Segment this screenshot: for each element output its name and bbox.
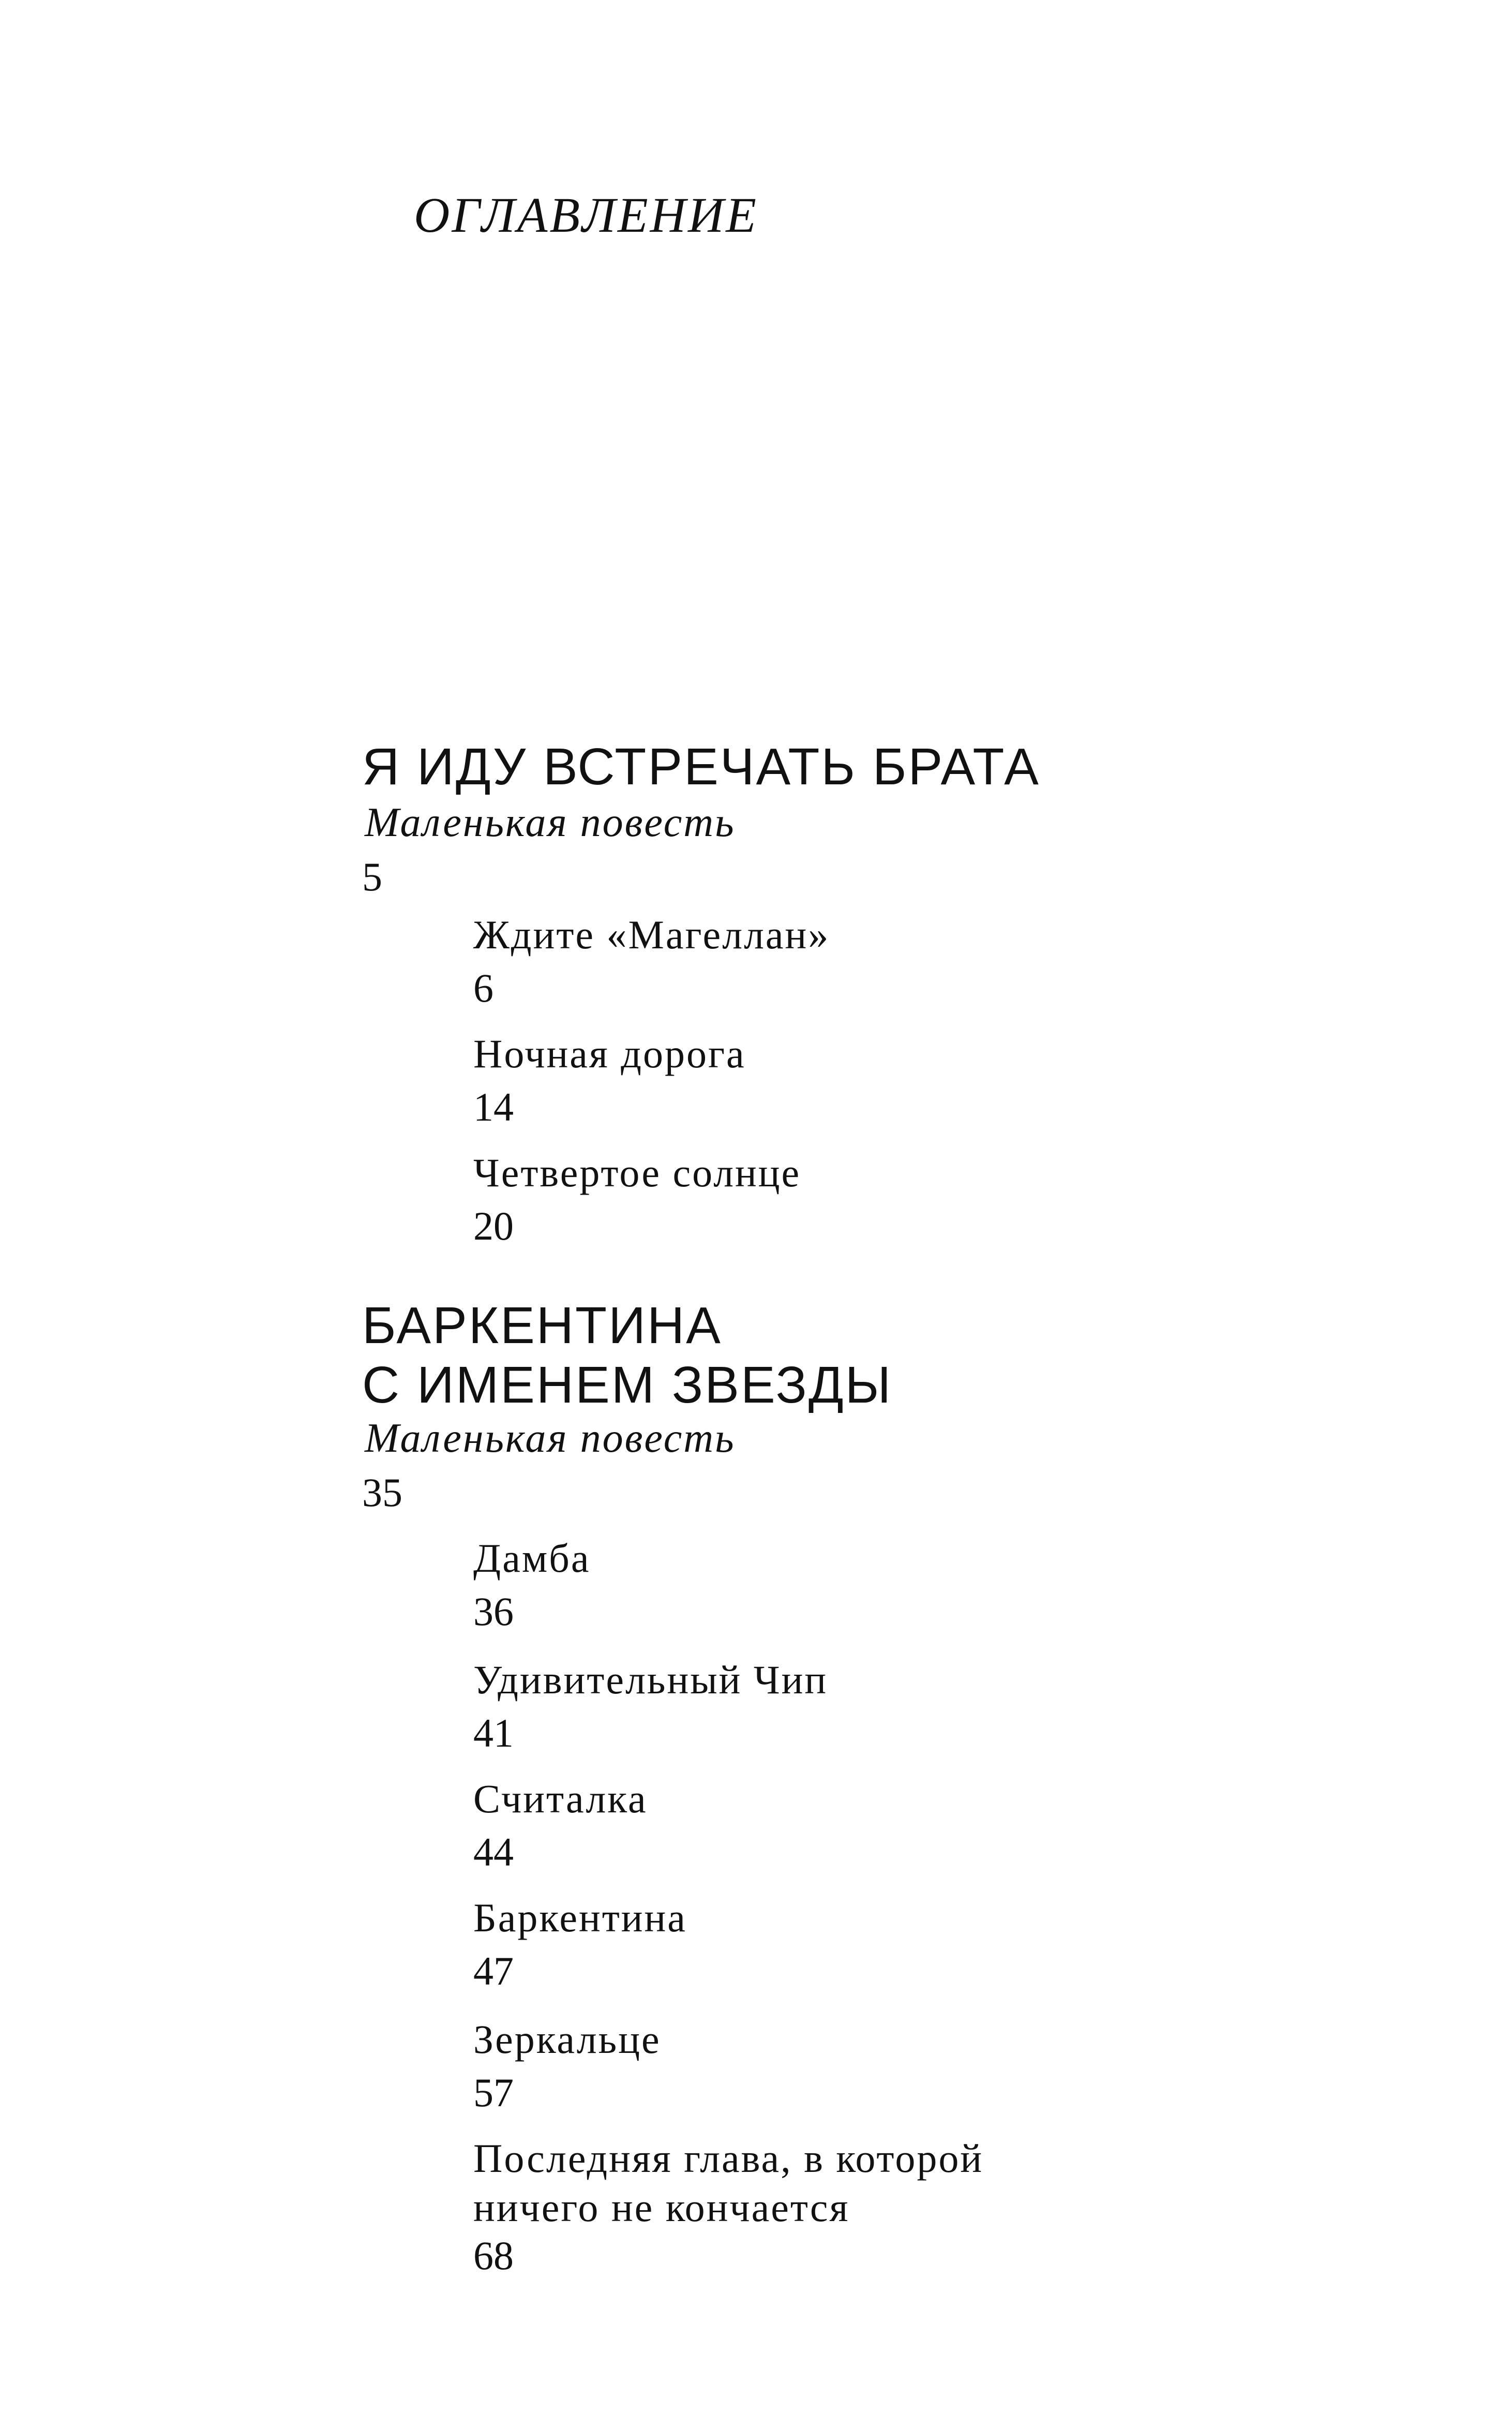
chapter-title[interactable]: Четвертое солнце [473, 1150, 801, 1195]
chapter-title-line-2[interactable]: ничего не кончается [473, 2185, 850, 2230]
part-title[interactable]: БАРКЕНТИНА [362, 1297, 722, 1354]
chapter-page-number: 36 [473, 1589, 514, 1634]
page-title: ОГЛАВЛЕНИЕ [414, 187, 758, 243]
chapter-title[interactable]: Удивительный Чип [473, 1657, 828, 1702]
part-subtitle: Маленькая повесть [365, 800, 736, 845]
chapter-page-number: 20 [473, 1203, 514, 1248]
part-subtitle: Маленькая повесть [365, 1416, 736, 1461]
chapter-page-number: 44 [473, 1829, 514, 1874]
chapter-title[interactable]: Зеркальце [473, 2017, 661, 2062]
chapter-title[interactable]: Дамба [473, 1536, 591, 1581]
chapter-page-number: 6 [473, 965, 493, 1010]
chapter-page-number: 47 [473, 1948, 514, 1993]
chapter-title[interactable]: Последняя глава, в которой [473, 2136, 984, 2181]
chapter-title[interactable]: Ждите «Магеллан» [473, 912, 830, 957]
part-page-number: 35 [362, 1470, 402, 1515]
chapter-title[interactable]: Ночная дорога [473, 1031, 746, 1076]
chapter-title[interactable]: Считалка [473, 1776, 648, 1821]
part-page-number: 5 [362, 854, 382, 899]
chapter-title[interactable]: Баркентина [473, 1895, 687, 1940]
part-title-line-2[interactable]: С ИМЕНЕМ ЗВЕЗДЫ [362, 1356, 893, 1414]
part-title[interactable]: Я ИДУ ВСТРЕЧАТЬ БРАТА [362, 738, 1040, 796]
chapter-page-number: 68 [473, 2233, 514, 2278]
chapter-page-number: 41 [473, 1710, 514, 1755]
chapter-page-number: 57 [473, 2070, 514, 2115]
chapter-page-number: 14 [473, 1084, 514, 1129]
